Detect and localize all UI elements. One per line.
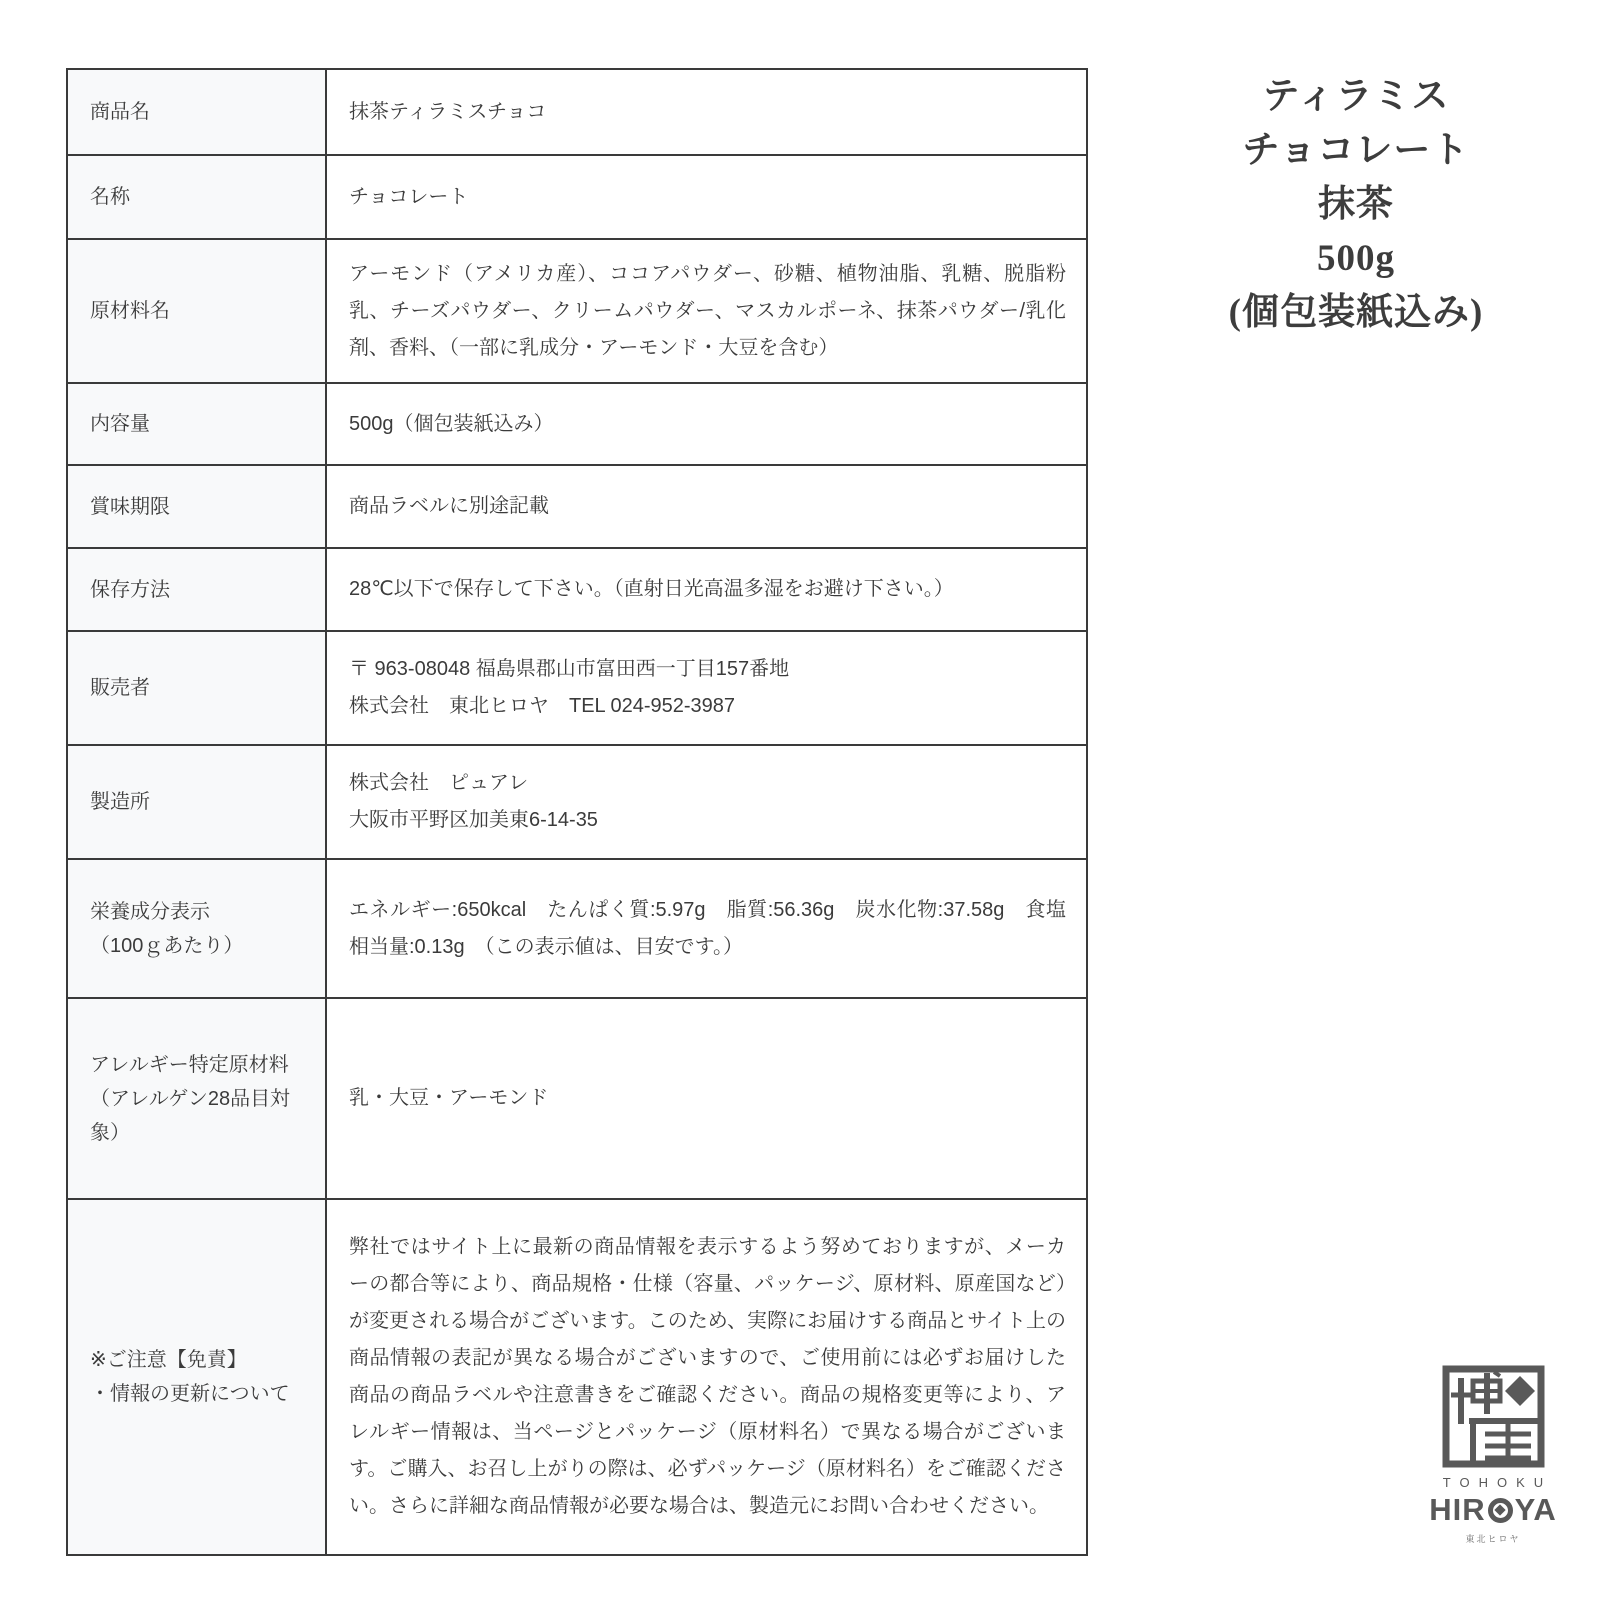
row-value [327, 632, 1086, 744]
logo-o-diamond-icon [1488, 1498, 1513, 1523]
row-value [327, 860, 1086, 997]
row-label-text: 名称 [90, 186, 130, 208]
row-label [68, 860, 327, 997]
row-value-text: 商品ラベルに別途記載 [349, 495, 549, 517]
spec-row-best-before [68, 464, 1086, 547]
product-title-line: (個包装紙込み) [1228, 292, 1484, 333]
logo-hiroya-right: YA [1514, 1492, 1557, 1527]
row-value [327, 549, 1086, 630]
row-value [327, 384, 1086, 464]
row-label-text: 商品名 [90, 101, 150, 123]
logo-subtext: 東北ヒロヤ [1465, 1534, 1521, 1544]
product-title-line: チョコレート [1242, 130, 1470, 171]
row-label-text: 原材料名 [90, 300, 170, 322]
row-label-text: 栄養成分表示 [90, 900, 210, 923]
row-label [68, 746, 327, 858]
row-label-subtext: （アレルゲン28品目対象） [90, 1087, 291, 1144]
product-title-line: 抹茶 [1318, 184, 1394, 225]
row-label [68, 999, 327, 1198]
product-title-line: ティラミス [1262, 76, 1450, 117]
row-label-text: 保存方法 [90, 578, 170, 601]
row-value [327, 70, 1086, 154]
disclaimer-text: 弊社ではサイト上に最新の商品情報を表示するよう努めておりますが、メーカーの都合等により、商品規格・仕様（容量、パッケージ、原材料、原産国など）が変更される場合がございます。このため、実際にお届けする商品とサイト上の商品情報の表記が異なる場合がございますので、ご使用前には必ずお届けした商品の商品ラベルや注意書きをご確認ください。商品の規格変更等により、アレルギー情報は、当ページとパッケージ（原材料名）で異なる場合がございます。ご購入、お召し上がりの際は、必ずパッケージ（原材料名）をご確認ください。さらに詳細な商品情報が必要な場合は、製造元にお問い合わせください。 [349, 1236, 1066, 1517]
row-label-text: アレルギー特定原材料 [90, 1053, 289, 1076]
row-label [68, 156, 327, 238]
row-label-subtext: ・情報の更新について [90, 1383, 290, 1405]
spec-row-allergens [68, 997, 1086, 1198]
spec-row-seller [68, 630, 1086, 744]
row-label [68, 384, 327, 464]
product-title-line: 500g [1317, 238, 1395, 279]
row-label-subtext: （100ｇあたり） [90, 934, 244, 957]
tohoku-hiroya-logo [1405, 1364, 1581, 1545]
seller-company-tel: 株式会社 東北ヒロヤ TEL 024-952-3987 [349, 695, 736, 717]
row-label [68, 1200, 327, 1554]
row-value [327, 746, 1086, 858]
row-label [68, 549, 327, 630]
row-value-text: 抹茶ティラミスチョコ [349, 100, 547, 123]
row-label-text: 製造所 [90, 791, 150, 813]
spec-row-disclaimer [68, 1198, 1086, 1554]
row-value [327, 999, 1086, 1198]
row-value [327, 156, 1086, 238]
manufacturer-address: 大阪市平野区加美東6-14-35 [349, 809, 598, 831]
spec-row-manufacturer [68, 744, 1086, 858]
product-title [1130, 70, 1582, 340]
row-label-text: ※ご注意【免責】 [90, 1349, 247, 1371]
row-label-text: 賞味期限 [90, 495, 170, 518]
row-label [68, 632, 327, 744]
row-value [327, 466, 1086, 547]
spec-row-storage [68, 547, 1086, 630]
spec-row-net-content [68, 382, 1086, 464]
row-value [327, 1200, 1086, 1554]
row-label [68, 466, 327, 547]
logo-tohoku-text: TOHOKU [1442, 1475, 1553, 1490]
allergen-list: 乳・大豆・アーモンド [349, 1087, 549, 1109]
spec-row-product-name [68, 70, 1086, 154]
nutrition-values: エネルギー:650kcal たんぱく質:5.97g 脂質:56.36g 炭水化物:37.58g 食塩相当量:0.13g （この表示値は、目安です。） [349, 898, 1066, 958]
spec-row-ingredients [68, 238, 1086, 382]
row-value-text: 28℃以下で保存して下さい。（直射日光高温多湿をお避け下さい。） [349, 578, 954, 600]
row-value [327, 240, 1086, 382]
row-value-text: チョコレート [349, 185, 469, 208]
seller-address: 〒 963-08048 福島県郡山市富田西一丁目157番地 [349, 658, 790, 680]
row-value-text: アーモンド（アメリカ産）、ココアパウダー、砂糖、植物油脂、乳糖、脱脂粉乳、チーズパウダー、クリームパウダー、マスカルポーネ、抹茶パウダー/乳化剤、香料、（一部に乳成分・アーモンド・大豆を含む） [349, 262, 1066, 359]
product-spec-table [66, 68, 1088, 1556]
row-label [68, 240, 327, 382]
row-label-text: 販売者 [90, 677, 150, 699]
spec-row-nutrition [68, 858, 1086, 997]
spec-row-category [68, 154, 1086, 238]
row-label-text: 内容量 [90, 413, 150, 435]
hiroya-emblem-icon [1441, 1364, 1546, 1469]
row-value-text: 500g（個包装紙込み） [349, 412, 554, 435]
row-label [68, 70, 327, 154]
manufacturer-company: 株式会社 ピュアレ [349, 772, 529, 794]
logo-hiroya-text [1429, 1492, 1557, 1528]
logo-hiroya-left: HIR [1429, 1492, 1486, 1527]
